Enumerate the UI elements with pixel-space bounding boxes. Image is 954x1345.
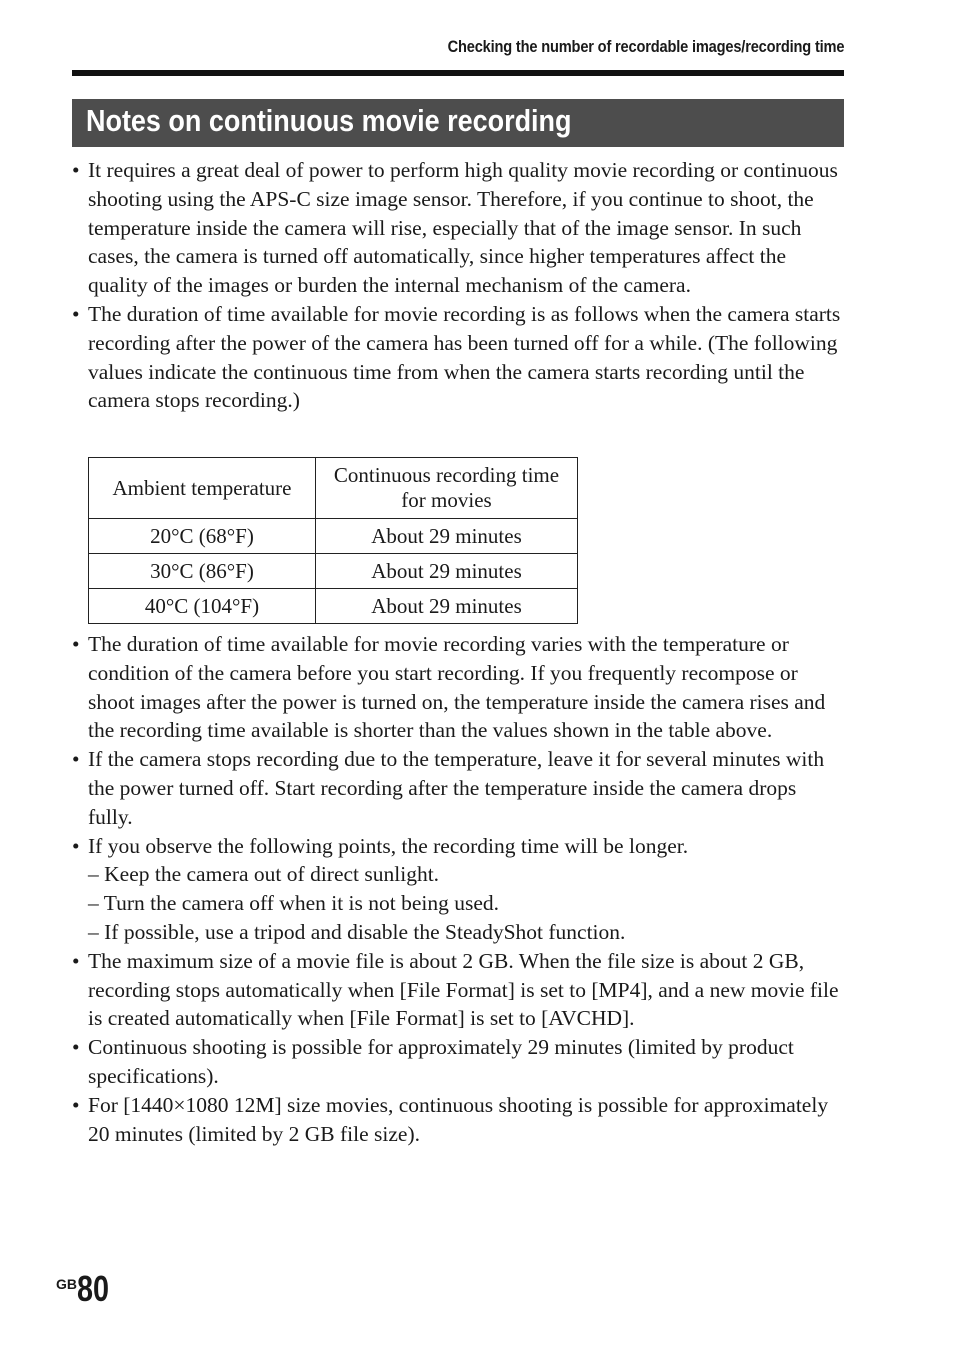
region-code: GB <box>56 1276 77 1292</box>
dash-mark: – <box>88 919 99 944</box>
bullet-mark: • <box>72 948 80 973</box>
bullet-mark: • <box>72 632 80 656</box>
page-number-value: 80 <box>77 1268 110 1309</box>
table-cell-temperature: 30°C (86°F) <box>89 554 316 589</box>
tip-item <box>72 918 844 947</box>
dash-mark: – <box>88 862 99 887</box>
table-row <box>89 554 578 589</box>
table-cell-duration: About 29 minutes <box>316 519 578 554</box>
bullet-item <box>72 832 844 861</box>
bullet-text: If you observe the following points, the recording time will be longer. <box>88 833 689 858</box>
bullet-item <box>72 745 844 831</box>
bullet-text: If the camera stops recording due to the temperature, leave it for several minutes with the power turned off. Start recording after the temperature inside the camera drops fully. <box>88 747 825 829</box>
bullet-text: It requires a great deal of power to perform high quality movie recording or continuous shooting using the APS-C size image sensor. Therefore, if you continue to shoot, the temperature inside the camera will rise, especially that of the image sensor. In such cases, the camera is turned off automatically, since higher temperatures affect the quality of the images or burden the internal mechanism of the camera. <box>88 158 838 298</box>
bullet-item <box>72 630 844 745</box>
bullet-item <box>72 156 844 300</box>
tip-text: Turn the camera off when it is not being used. <box>103 891 500 916</box>
table-cell-temperature: 40°C (104°F) <box>89 589 316 624</box>
bullet-mark: • <box>72 158 80 182</box>
bullet-text: Continuous shooting is possible for approximately 29 minutes (limited by product specifications). <box>88 1035 794 1088</box>
bullet-item <box>72 1091 844 1149</box>
header-recording-time: Continuous recording time for movies <box>316 458 578 519</box>
table-row <box>89 519 578 554</box>
bullet-item <box>72 300 844 415</box>
table-row <box>89 589 578 624</box>
bullet-text: The duration of time available for movie recording varies with the temperature or condition of the camera before you start recording. If you frequently recompose or shoot images after the power is turned on, the temperature inside the camera rises and the recording time available is shorter than the values shown in the table above. <box>88 632 826 743</box>
bullet-text: The duration of time available for movie recording is as follows when the camera starts recording after the power of the camera has been turned off for a while. (The following values indicate the continuous time from when the camera starts recording until the camera stops recording.) <box>88 301 841 413</box>
dash-mark: – <box>88 891 99 916</box>
page-number <box>56 1268 117 1310</box>
section-heading-bar <box>72 99 844 147</box>
notes-block-bottom <box>72 630 844 1148</box>
header-rule <box>72 70 844 76</box>
bullet-mark: • <box>72 1092 80 1117</box>
recording-time-table <box>88 457 578 624</box>
bullet-mark: • <box>72 1035 80 1060</box>
table-header-row <box>89 458 578 519</box>
running-header: Checking the number of recordable images/recording time <box>447 37 844 56</box>
table-cell-temperature: 20°C (68°F) <box>89 519 316 554</box>
bullet-item <box>72 947 844 1033</box>
tip-item <box>72 889 844 918</box>
bullet-mark: • <box>72 747 80 772</box>
section-title: Notes on continuous movie recording <box>86 103 572 138</box>
table-cell-duration: About 29 minutes <box>316 589 578 624</box>
tip-item <box>72 860 844 889</box>
tip-text: If possible, use a tripod and disable the SteadyShot function. <box>104 919 626 944</box>
bullet-text: For [1440×1080 12M] size movies, continuous shooting is possible for approximately 20 minutes (limited by 2 GB file size). <box>88 1092 829 1146</box>
notes-block-top <box>72 156 844 415</box>
bullet-item <box>72 1033 844 1091</box>
tip-text: Keep the camera out of direct sunlight. <box>104 862 440 887</box>
bullet-text: The maximum size of a movie file is about 2 GB. When the file size is about 2 GB, recording stops automatically when [File Format] is set to [MP4], and a new movie file is created automatically when [File Format] is set to [AVCHD]. <box>88 948 839 1031</box>
bullet-mark: • <box>72 301 80 326</box>
header-ambient-temperature: Ambient temperature <box>89 458 316 519</box>
bullet-mark: • <box>72 833 80 858</box>
table-cell-duration: About 29 minutes <box>316 554 578 589</box>
